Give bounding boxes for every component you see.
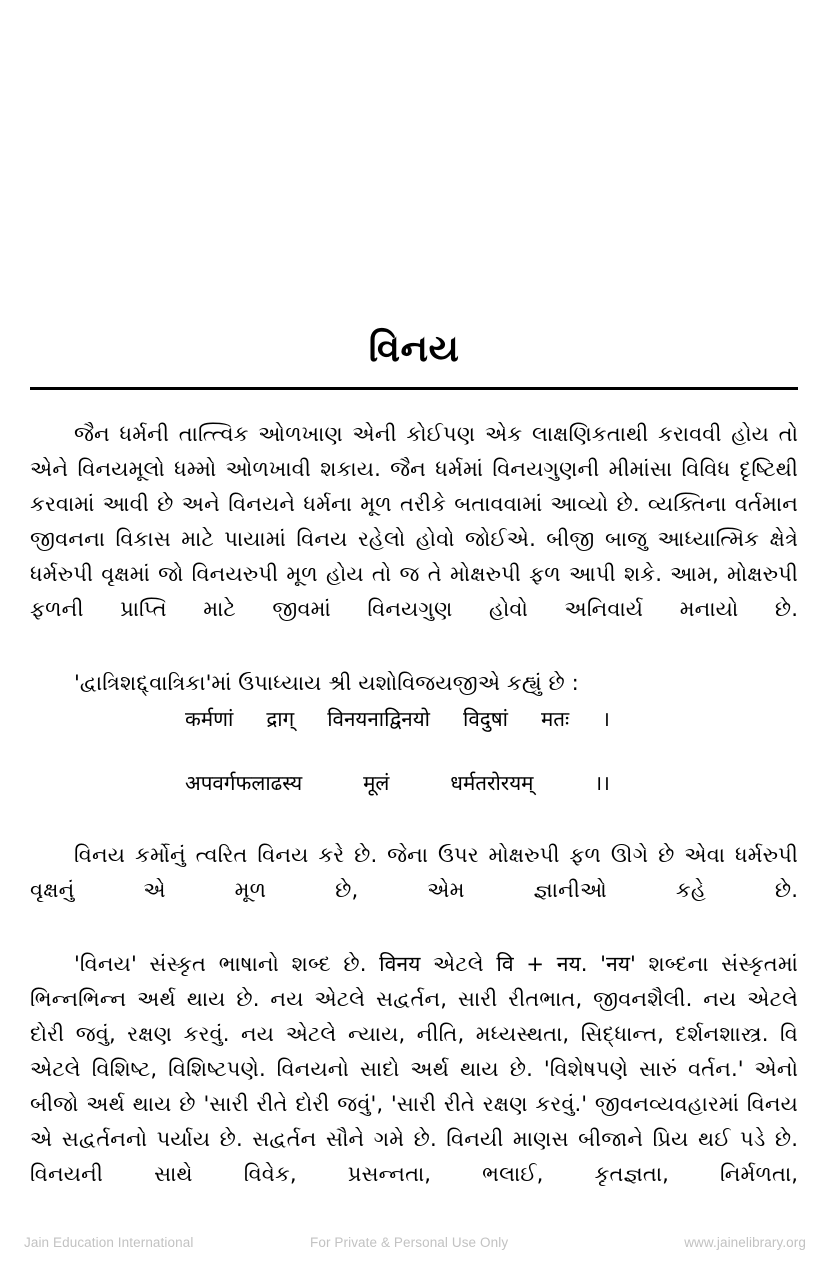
- footer-usage-notice: For Private & Personal Use Only: [310, 1234, 509, 1250]
- verse-line-1: कर्मणां द्राग् विनयनाद्विनयो विदुषां मतः ।: [185, 707, 610, 731]
- sanskrit-verse: [30, 703, 798, 831]
- body-content: [0, 390, 828, 1226]
- page-footer: [0, 1232, 828, 1252]
- paragraph-2: વિનય કર્મોનું ત્વરિત વિનય કરે છે. જેના ઉપર મોક્ષરુપી ફળ ઊગે છે એવા ધર્મરુપી વૃક્ષનું એ મૂળ છે, એમ જ્ઞાનીઓ કહે છે.: [30, 842, 798, 902]
- quote-introduction: 'દ્વાત્રિશદ્દ્વાત્રિકા'માં ઉપાધ્યાય શ્રી યશોવિજયજીએ કહ્યું છે :: [74, 670, 579, 695]
- page-top-margin: [0, 0, 828, 330]
- page-title: વિનય: [368, 328, 460, 369]
- paragraph-3: 'વિનય' સંસ્કૃત ભાષાનો શબ્દ છે. विनय એટલે वि + नय. 'नय' શબ્દના સંસ્કૃતમાં ભિન્નભિન્ન અર્થ થાય છે. નય એટલે સદ્વર્તન, સારી રીતભાત, જીવનશૈલી. નય એટલે દોરી જવું, રક્ષણ કરવું. નય એટલે ન્યાય, નીતિ, મધ્યસ્થતા, સિદ્ધાન્ત, દર્શનશાસ્ત્ર. વિ એટલે વિશિષ્ટ, વિશિષ્ટપણે. વિનયનો સાદો અર્થ થાય છે. 'વિશેષપણે સારું વર્તન.' એનો બીજો અર્થ થાય છે 'સારી રીતે દોરી જવું', 'સારી રીતે રક્ષણ કરવું.' જીવનવ્યવહારમાં વિનય એ સદ્વર્તનનો પર્યાય છે. સદ્વર્તન સૌને ગમે છે. વિનયી માણસ બીજાને પ્રિય થઈ પડે છે. વિનયની સાથે વિવેક, પ્રસન્નતા, ભલાઈ, કૃતજ્ઞતા, નિર્મળતા,: [30, 951, 798, 1186]
- verse-line-2: अपवर्गफलाढस्य मूलं धर्मतरोरयम् ।।: [185, 771, 610, 795]
- footer-publisher: Jain Education International: [24, 1234, 194, 1250]
- footer-website: www.jainelibrary.org: [684, 1234, 806, 1250]
- paragraph-1: જૈન ધર્મની તાત્ત્વિક ઓળખાણ એની કોઈપણ એક લાક્ષણિકતાથી કરાવવી હોય તો એને વિનયમૂલો ધમ્મો ઓળખાવી શકાય. જૈન ધર્મમાં વિનયગુણની મીમાંસા વિવિધ દૃષ્ટિથી કરવામાં આવી છે અને વિનયને ધર્મના મૂળ તરીકે બતાવવામાં આવ્યો છે. વ્યક્તિના વર્તમાન જીવનના વિકાસ માટે પાયામાં વિનય રહેલો હોવો જોઈએ. બીજી બાજુ આધ્યાત્મિક ક્ષેત્રે ધર્મરુપી વૃક્ષમાં જો વિનયરુપી મૂળ હોય તો જ તે મોક્ષરુપી ફળ આપી શકે. આમ, મોક્ષરુપી ફળની પ્રાપ્તિ માટે જીવમાં વિનયગુણ હોવો અનિવાર્ય મનાયો છે.: [30, 421, 798, 621]
